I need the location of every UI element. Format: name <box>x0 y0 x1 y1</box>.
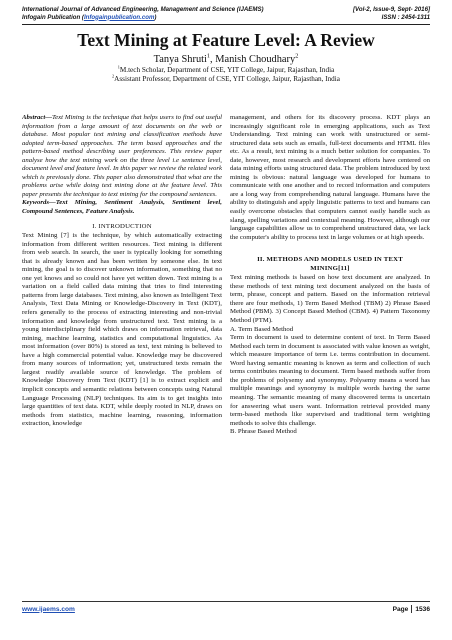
paper-title: Text Mining at Feature Level: A Review <box>77 30 375 50</box>
section-1-paragraph: Text Mining [7] is the technique, by which automatically extracting information from different written resources. Text mining is different from web search. In search, the user is typically looking for something that is already known and has been written by someone else. In text mining, the goal is to discover unknown information, something that no one yet knows and so could not have yet written down. Text mining is a variation on a field called data mining that tries to find interesting patterns from large databases. Text mining, also known as Intelligent Text Analysis, Text Data Mining or Knowledge-Discovery in Text (KDT), refers generally to the process of extracting interesting and non-trivial information and knowledge from unstructured text. Text mining is a young interdisciplinary field which draws on information retrieval, data mining, machine learning, statistics and computational linguistics. As most information (over 80%) is stored as text, text mining is believed to have a high commercial potential value. Knowledge may be discovered from many sources of information; yet, unstructured texts remain the largest readily available source of knowledge. The problem of Knowledge Discovery from Text (KDT) [1] is to extract explicit and implicit concepts and semantic relations between concepts using Natural Language Processing (NLP) techniques. Its aim is to get insights into large quantities of text data. KDT, while deeply rooted in NLP, draws on methods from statistics, machine learning, reasoning, information extraction, knowledge <box>22 232 222 428</box>
header-rule <box>22 24 430 25</box>
author-2: Manish Choudhary <box>215 54 296 65</box>
spacer <box>230 242 430 250</box>
journal-volume: [Vol-2, Issue-9, Sept- 2016] <box>353 6 430 13</box>
affiliation-2 <box>22 75 430 84</box>
body-columns <box>22 114 430 598</box>
journal-header-line1 <box>22 6 430 14</box>
page-indicator <box>393 605 430 613</box>
abstract <box>22 114 222 199</box>
subsection-b-heading: B. Phrase Based Method <box>230 428 297 436</box>
publisher-link[interactable]: Infogainpublication.com <box>83 13 155 21</box>
affiliation-2-sup: 2 <box>112 74 115 80</box>
section-2-heading-line1: II. METHODS AND MODELS USED IN TEXT <box>257 256 403 264</box>
journal-header <box>22 6 430 21</box>
affiliation-1-text: M.tech Scholar, Department of CSE, YIT College, Jaipur, Rajasthan, India <box>119 66 335 74</box>
author-separator: , <box>210 54 216 65</box>
section-1-heading: I. INTRODUCTION <box>92 222 152 230</box>
left-column <box>22 114 222 598</box>
affiliation-2-text: Assistant Professor, Department of CSE, YIT College, Jaipur, Rajasthan, India <box>114 75 340 84</box>
title-block <box>22 30 430 85</box>
journal-website-link[interactable]: www.ijaems.com <box>22 605 75 613</box>
right-column <box>230 114 430 598</box>
publisher <box>22 14 156 22</box>
subsection-a-paragraph: Term in document is used to determine content of text. In Term Based Method each term in document is associated with value known as weight, which measure importance of term i.e. terms contribution in document. Word having semantic meaning is known as term and collection of such terms contributes meaning to document. Term based methods suffer from the problems of polysemy and synonymy. Polysemy means a word has multiple meanings and synonymy is multiple words having the same meaning. The semantic meaning of many discovered terms is uncertain for answering what users want. Information retrieval provided many term-based methods like supervised and traditional term weighting methods to solve this challenge. <box>230 334 430 427</box>
abstract-label: Abstract— <box>22 114 53 121</box>
page-separator <box>411 605 412 613</box>
affiliation-1 <box>22 66 430 75</box>
footer-rule <box>22 601 430 602</box>
author-2-sup: 2 <box>295 52 299 60</box>
keywords: Keywords—Text Mining, Sentiment Analysis, Sentiment level, Compound Sentences, Feature Analysis. <box>22 199 222 216</box>
abstract-body: Text Mining is the technique that helps users to find out useful information from a large amount of text documents on the web or database. Most popular text mining and classification methods have adopted term-based approaches. The term based approaches and the pattern-based method describing user preferences. This review paper analyse how the text mining work on the three level i.e sentence level, document level and feature level. In this paper we review the related work which is previously done. This paper also demonstrated that what are the problems arise while doing text mining done at the feature level. This paper presents the technique to text mining for the compound sentences. <box>22 114 222 198</box>
author-1-sup: 1 <box>206 52 211 60</box>
page-label: Page <box>392 605 409 613</box>
journal-name: International Journal of Advanced Engineering, Management and Science (IJAEMS) <box>22 6 264 13</box>
journal-header-line2 <box>22 14 430 22</box>
publisher-prefix: Infogain Publication ( <box>22 13 84 21</box>
issn: ISSN : 2454-1311 <box>381 13 430 21</box>
page-number: 1536 <box>415 605 430 613</box>
author-line <box>22 53 430 66</box>
page-footer <box>22 605 430 613</box>
publisher-suffix: ) <box>154 13 157 21</box>
subsection-a-heading: A. Term Based Method <box>230 325 294 333</box>
author-1: Tanya Shruti <box>153 54 207 65</box>
affiliation-1-sup: 1 <box>117 64 120 70</box>
section-2-heading-line2: MINING[11] <box>310 264 350 272</box>
section-1-paragraph-continued: management, and others for its discovery process. KDT plays an increasingly significant role in emerging applications, such as Text Understanding. Text mining can work with unstructured or semi-structured data sets such as emails, full-text documents and HTML files etc. As a result, text mining is a much better solution for companies. To date, however, most research and development efforts have centered on data mining efforts using structured data. The problem introduced by text mining is obvious: natural language was developed for humans to communicate with one another and to record information and computers are a long way from comprehending natural language. Humans have the ability to distinguish and apply linguistic patterns to text and humans can easily overcome obstacles that computers cannot easily handle such as slang, spelling variations and contextual meaning. However, although our language capabilities allow us to comprehend unstructured data, we lack the computer's ability to process text in large volumes or at high speeds. <box>230 114 430 241</box>
section-2-paragraph: Text mining methods is based on how text document are analyzed. In these methods of text mining text document analyzed on the basis of term, phrase, concept and pattern. Based on the information retrieval there are four methods, 1) Term Based Method (TBM) 2) Phrase Based Method (PBM). 3) Concept Based Method (CBM). 4) Pattern Taxonomy Method (PTM). <box>230 274 430 325</box>
section-2-heading <box>230 256 430 273</box>
